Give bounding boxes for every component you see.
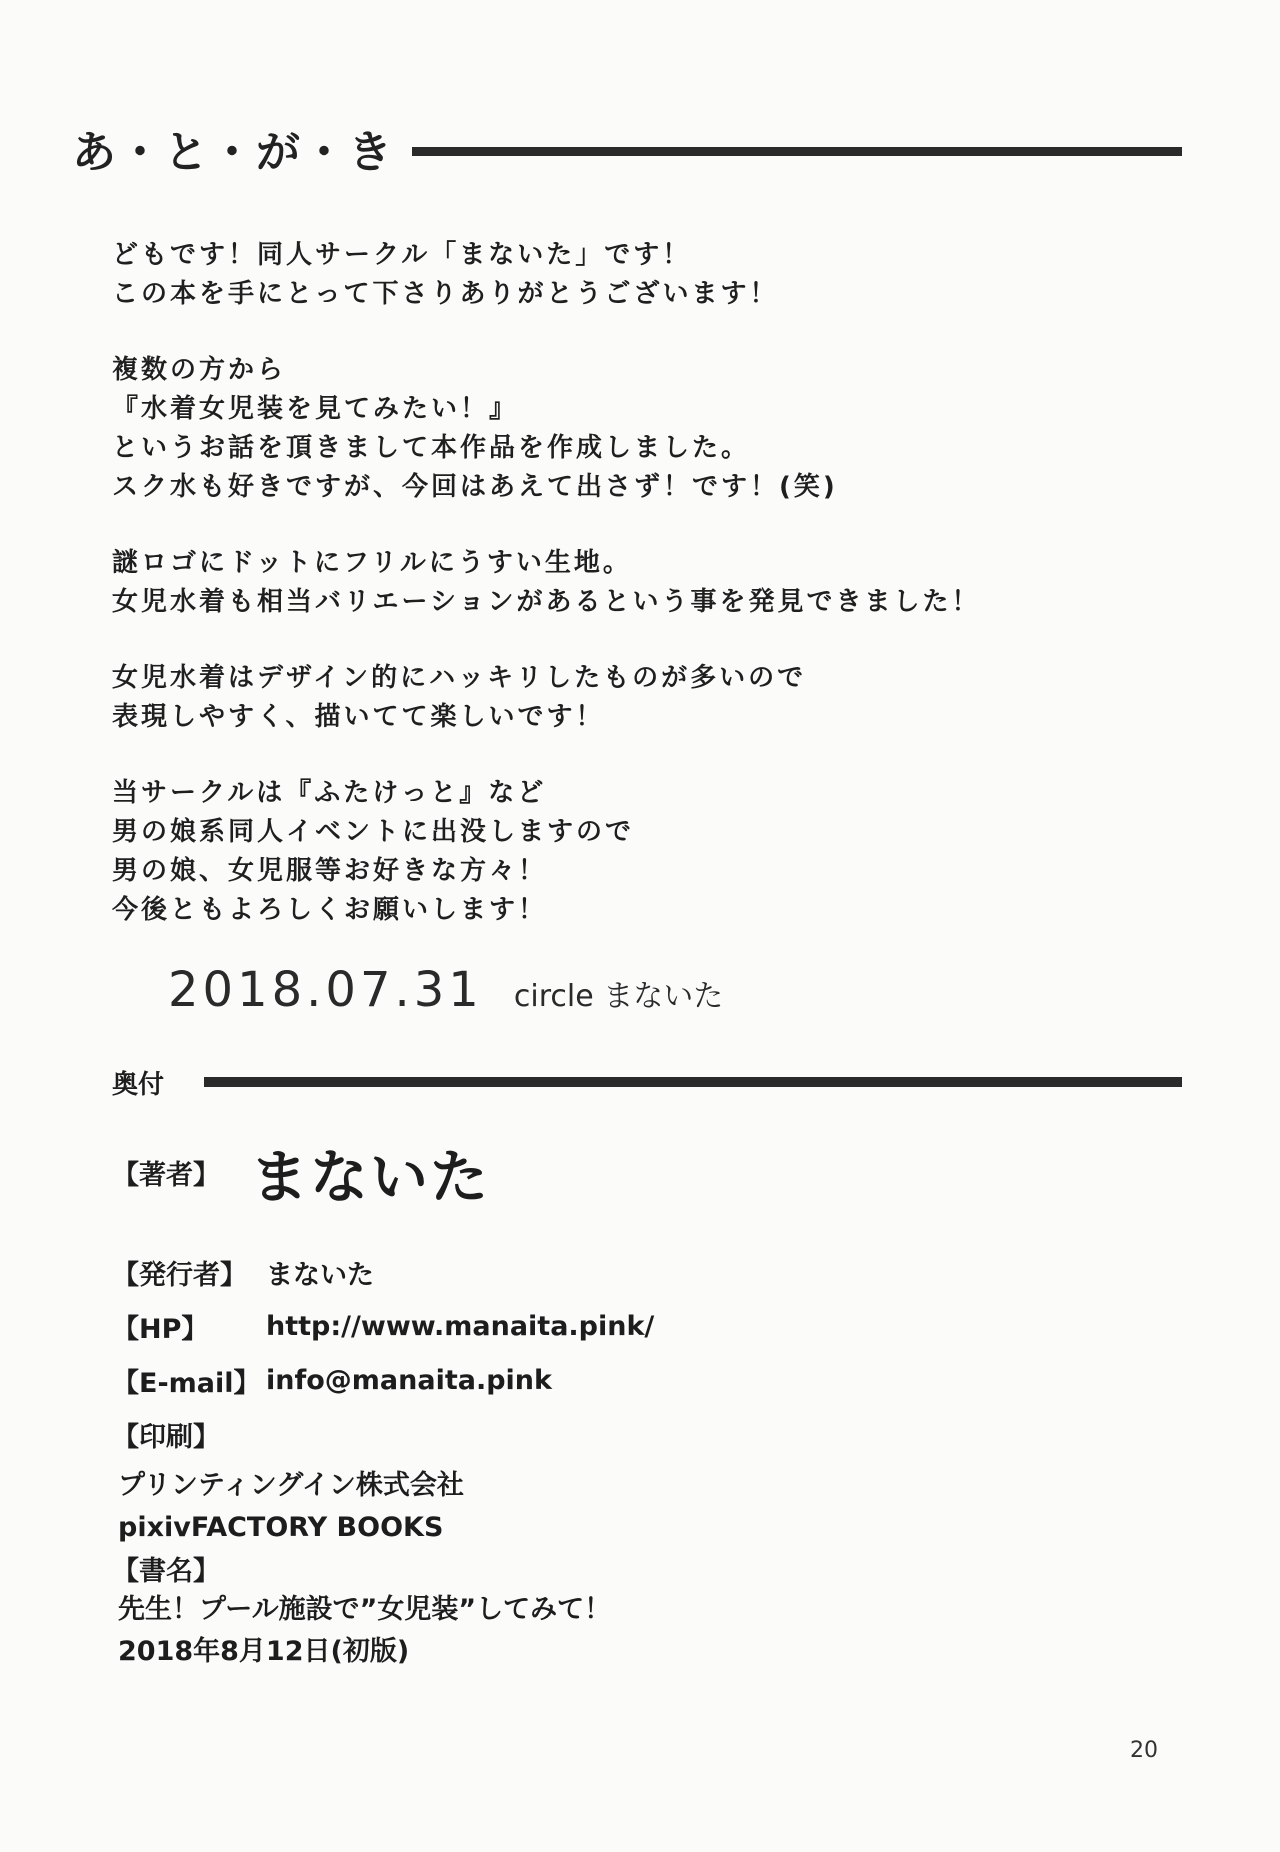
email-row [112, 1360, 552, 1400]
text-line: 当サークルは『ふたけっと』など [112, 778, 547, 808]
text-line: 『水着女児装を見てみたい！』 [112, 394, 519, 424]
afterword-body [112, 236, 1172, 967]
hp-row [112, 1306, 654, 1346]
text-line: 謎ロゴにドットにフリルにうすい生地。 [112, 548, 632, 578]
book-title-row [112, 1548, 266, 1588]
text-line: 今後ともよろしくお願いします！ [112, 895, 548, 925]
text-line: というお話を頂きまして本作品を作成しました。 [112, 433, 751, 463]
email-link[interactable]: info@manaita.pink [266, 1364, 552, 1396]
text-line: 男の娘系同人イベントに出没しますので [112, 817, 635, 847]
afterword-paragraph [112, 351, 1172, 507]
afterword-paragraph [112, 236, 1172, 314]
print-row [112, 1414, 266, 1454]
text-line: 複数の方から [112, 355, 287, 385]
hp-label: 【HP】 [112, 1313, 209, 1345]
email-label: 【E-mail】 [112, 1367, 261, 1399]
book-title: 先生！プール施設で”女児装”してみて！ [118, 1594, 612, 1625]
print-label: 【印刷】 [112, 1421, 220, 1453]
author-name: まないた [250, 1143, 491, 1211]
afterword-header [72, 118, 1182, 178]
signature-date: 2018.07.31 [168, 962, 483, 1018]
publisher-value: まないた [266, 1259, 374, 1291]
text-line: 女児水着も相当バリエーションがあるという事を発見できました！ [112, 587, 981, 617]
page-number: 20 [1130, 1738, 1158, 1763]
hp-link[interactable]: http://www.manaita.pink/ [266, 1310, 655, 1342]
publisher-label: 【発行者】 [112, 1259, 247, 1291]
text-line: どもです！同人サークル「まないた」です！ [112, 240, 692, 270]
edition-date: 2018年8月12日(初版) [118, 1636, 410, 1667]
text-line: この本を手にとって下さりありがとうございます！ [112, 279, 779, 309]
publisher-row [112, 1252, 374, 1292]
afterword-paragraph [112, 544, 1172, 622]
colophon-title: 奥付 [112, 1069, 165, 1100]
text-line: 女児水着はデザイン的にハッキリしたものが多いので [112, 663, 807, 693]
colophon-divider [204, 1077, 1182, 1087]
colophon-header [112, 1063, 1182, 1101]
text-line: 男の娘、女児服等お好きな方々！ [112, 856, 548, 886]
afterword-divider [412, 147, 1182, 156]
text-line: 表現しやすく、描いてて楽しいです！ [112, 702, 605, 732]
afterword-paragraph [112, 659, 1172, 737]
author-row [112, 1130, 490, 1214]
author-label: 【著者】 [112, 1159, 220, 1191]
afterword-title: あ・と・が・き [72, 127, 394, 178]
book-title-label: 【書名】 [112, 1555, 220, 1587]
print-books: pixivFACTORY BOOKS [118, 1512, 444, 1543]
print-company: プリンティングイン株式会社 [118, 1470, 464, 1501]
afterword-paragraph [112, 774, 1172, 930]
text-line: スク水も好きですが、今回はあえて出さず！です！(笑) [112, 472, 838, 502]
signature-circle: circle まないた [513, 979, 724, 1014]
signature [168, 962, 723, 1018]
